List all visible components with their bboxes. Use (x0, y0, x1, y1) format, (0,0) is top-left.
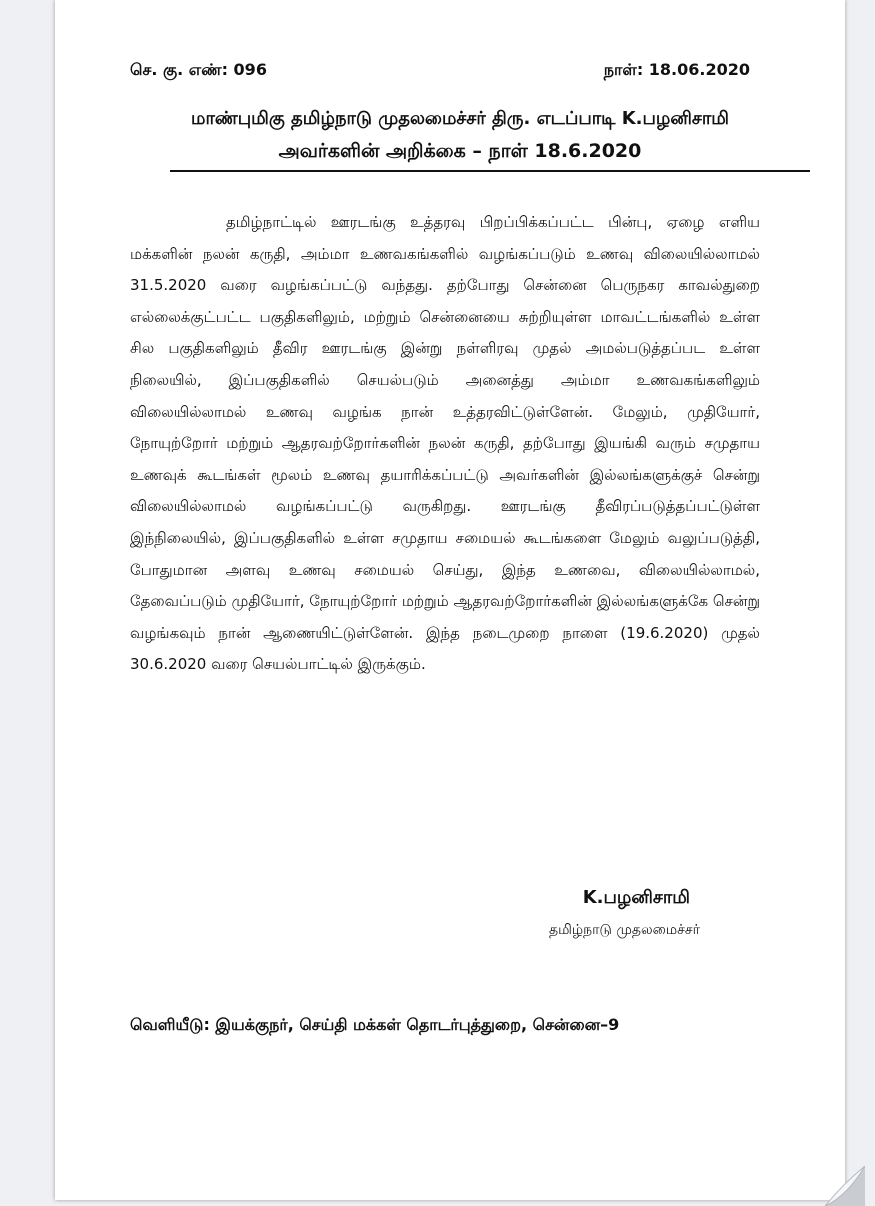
title-line-2: அவர்களின் அறிக்கை – நாள் 18.6.2020 (278, 140, 642, 162)
title-line-1: மாண்புமிகு தமிழ்நாடு முதலமைச்சர் திரு. எடப்பாடி K.பழனிசாமி (190, 108, 730, 129)
page-curl-icon[interactable] (825, 1166, 865, 1206)
document-date: நாள்: 18.06.2020 (603, 60, 750, 79)
release-note: வெளியீடு: இயக்குநர், செய்தி மக்கள் தொடர்புத்துறை, சென்னை–9 (130, 1015, 620, 1034)
statement-paragraph: தமிழ்நாட்டில் ஊரடங்கு உத்தரவு பிறப்பிக்கப்பட்ட பின்பு, ஏழை எளிய மக்களின் நலன் கருதி, அம்மா உணவகங்களில் வழங்கப்படும் உணவு விலையில்லாமல் 31.5.2020 வரை வழங்கப்பட்டு வந்தது. தற்போது சென்னை பெருநகர காவல்துறை எல்லைக்குட்பட்ட பகுதிகளிலும், மற்றும் சென்னையை சுற்றியுள்ள மாவட்டங்களில் உள்ள சில பகுதிகளிலும் தீவிர ஊரடங்கு இன்று நள்ளிரவு முதல் அமல்படுத்தப்பட உள்ள நிலையில், இப்பகுதிகளில் செயல்படும் அனைத்து அம்மா உணவகங்களிலும் விலையில்லாமல் உணவு வழங்க நான் உத்தரவிட்டுள்ளேன். மேலும், முதியோர், நோயுற்றோர் மற்றும் ஆதரவற்றோர்களின் நலன் கருதி, தற்போது இயங்கி வரும் சமுதாய உணவுக் கூடங்கள் மூலம் உணவு தயாரிக்கப்பட்டு அவர்களின் இல்லங்களுக்குச் சென்று விலையில்லாமல் வழங்கப்பட்டு வருகிறது. ஊரடங்கு தீவிரப்படுத்தப்பட்டுள்ள இந்நிலையில், இப்பகுதிகளில் உள்ள சமுதாய சமையல் கூடங்களை மேலும் வலுப்படுத்தி, போதுமான அளவு உணவு சமையல் செய்து, இந்த உணவை, விலையில்லாமல், தேவைப்படும் முதியோர், நோயுற்றோர் மற்றும் ஆதரவற்றோர்களின் இல்லங்களுக்கே சென்று வழங்கவும் நான் ஆணையிட்டுள்ளேன். இந்த நடைமுறை நாளை (19.6.2020) முதல் 30.6.2020 வரை செயல்பாட்டில் இருக்கும். (130, 213, 760, 674)
signatory-designation: தமிழ்நாடு முதலமைச்சர் (548, 922, 700, 938)
title-underline (170, 170, 810, 172)
document-page (55, 0, 845, 1200)
signatory-name: K.பழனிசாமி (582, 887, 690, 908)
reference-number: செ. கு. எண்: 096 (130, 60, 267, 79)
